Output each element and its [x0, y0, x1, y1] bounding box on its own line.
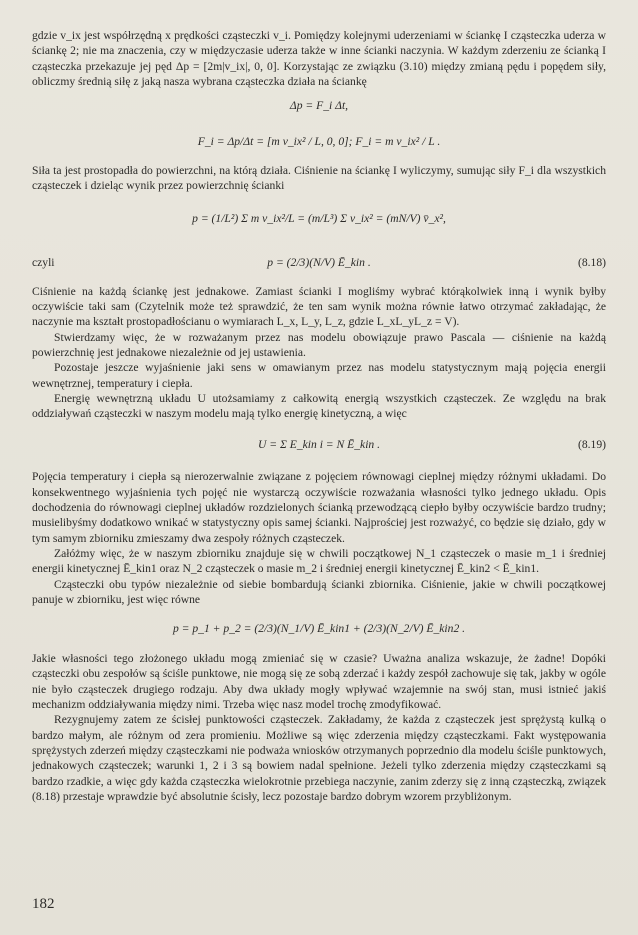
equation-pressure-mix: p = p_1 + p_2 = (2/3)(N_1/V) Ē_kin1 + (2/3)(N_2/V) Ē_kin2 .: [172, 622, 466, 636]
paragraph: Pozostaje jeszcze wyjaśnienie jaki sens w omawianym przez nas modelu statystycznym mają pojęcia energii wewnętrznej, temperatury i ciepła.: [32, 361, 606, 390]
equation-dp: Δp = F_i Δt,: [289, 99, 349, 113]
equation-8-19: U = Σ E_kin i = N Ē_kin . (8.19): [32, 423, 606, 467]
body-text: [32, 28, 606, 804]
equation-pressure-sum: p = (1/L²) Σ m v_ix²/L = (m/L³) Σ v_ix² = (mN/V) v̄_x²,: [192, 211, 446, 225]
paragraph: Jakie własności tego złożonego układu mogą zmieniać się w czasie? Uważna analiza wskazuje, że żadne! Dopóki cząsteczki obu zespołów są ściśle punktowe, nie mogą się ze sobą zderzać i każdy zespół zachowuje się tak, jakby w ogóle nie było cząsteczek drugiego rodzaju. Aby dwa układy mogły wpływać wzajemnie na swój stan, musi istnieć jakiś mechanizm oddziaływania między nimi. Trzeba więc nasz model trochę zmodyfikować.: [32, 652, 606, 712]
paragraph: Załóżmy więc, że w naszym zbiorniku znajduje się w chwili początkowej N_1 cząsteczek o masie m_1 i średniej energii kinetycznej Ē_kin1 oraz N_2 cząsteczek o masie m_2 i średniej energii kinetycznej Ē_kin2 < Ē_kin1.: [32, 546, 606, 576]
equation-8-18: czyli p = (2/3)(N/V) Ē_kin . (8.18): [32, 244, 606, 282]
paragraph: Pojęcia temperatury i ciepła są nierozerwalnie związane z pojęciem równowagi cieplnej między różnymi układami. Do konsekwentnego wyjaśnienia tych pojęć nie wystarczą oczywiście rozważania własności tylko jednego układu. Opis dochodzenia do równowagi cieplnej układów rozdzielonych ścianką przewodzącą ciepło byłby oczywiście bardzo trudny; musielibyśmy dodatkowo wnikać w statystyczny opis samej ścianki. Najprościej jest rozważyć, co będzie się działo, gdy w tym samym zbiorniku zmieszamy dwa zespoły różnych cząsteczek.: [32, 470, 606, 545]
equation-force: F_i = Δp/Δt = [m v_ix² / L, 0, 0]; F_i = m v_ix² / L .: [197, 135, 441, 149]
page-number: 182: [32, 896, 55, 912]
paragraph: Siła ta jest prostopadła do powierzchni, na którą działa. Ciśnienie na ściankę I wyliczymy, sumując siły F_i dla wszystkich cząsteczek i dzieląc wynik przez powierzchnię ścianki: [32, 164, 606, 193]
paragraph: Stwierdzamy więc, że w rozważanym przez nas modelu obowiązuje prawo Pascala — ciśnienie na każdą powierzchnię jest jednakowe niezależnie od jej ustawienia.: [32, 330, 606, 359]
paragraph: Cząsteczki obu typów niezależnie od siebie bombardują ścianki zbiornika. Ciśnienie, jakie w chwili początkowej panuje w zbiorniku, jest więc równe: [32, 577, 606, 606]
equation-number: (8.19): [577, 438, 606, 452]
paragraph: Rezygnujemy zatem ze ścisłej punktowości cząsteczek. Zakładamy, że każda z cząsteczek jest sprężystą kulką o bardzo małym, ale różnym od zera promieniu. Możliwe są więc zderzenia między cząsteczkami. Fakt występowania sprężystych zderzeń między cząsteczkami nie podważa wniosków otrzymanych poprzednio dla modelu ściśle punktowych, jednakowych cząsteczek; warunki 1, 2 i 3 są bowiem nadal spełnione. Jeżeli tylko zderzenia między cząsteczkami są bardzo rzadkie, a więc gdy każda cząsteczka wielokrotnie przebiega naczynie, zanim zderzy się z inną cząsteczką, związek (8.18) przestaje wprawdzie być absolutnie ścisły, lecz pozostaje bardzo dobrym wzorem przybliżonym.: [32, 713, 606, 803]
equation-number: (8.18): [577, 255, 606, 269]
paragraph: Energię wewnętrzną układu U utożsamiamy z całkowitą energią wszystkich cząsteczek. Ze względu na brak oddziaływań cząsteczki w naszym modelu mają tylko energię kinetyczną, a więc: [32, 391, 606, 421]
paragraph: gdzie v_ix jest współrzędną x prędkości cząsteczki v_i. Pomiędzy kolejnymi uderzeniami w ściankę I cząsteczka uderza w ściankę 2; nie ma znaczenia, czy w międzyczasie uderza także w inne ścianki naczynia. W każdym zderzeniu ze ścianką I cząsteczka przekazuje jej pęd Δp = [2m|v_ix|, 0, 0]. Korzystając ze związku (3.10) między zmianą pędu i popędem siły, obliczmy średnią siłę z jaką nasza wybrana cząsteczka działa na ściankę: [32, 29, 606, 88]
paragraph: Ciśnienie na każdą ściankę jest jednakowe. Zamiast ścianki I mogliśmy wybrać którąkolwiek inną i wynik byłby oczywiście taki sam (Czytelnik może też sprawdzić, że ten sam wynik można równie łatwo otrzymać zakładając, że naczynie ma kształt prostopadłościanu o wymiarach L_x, L_y, L_z, gdzie L_xL_yL_z = V).: [32, 284, 606, 329]
